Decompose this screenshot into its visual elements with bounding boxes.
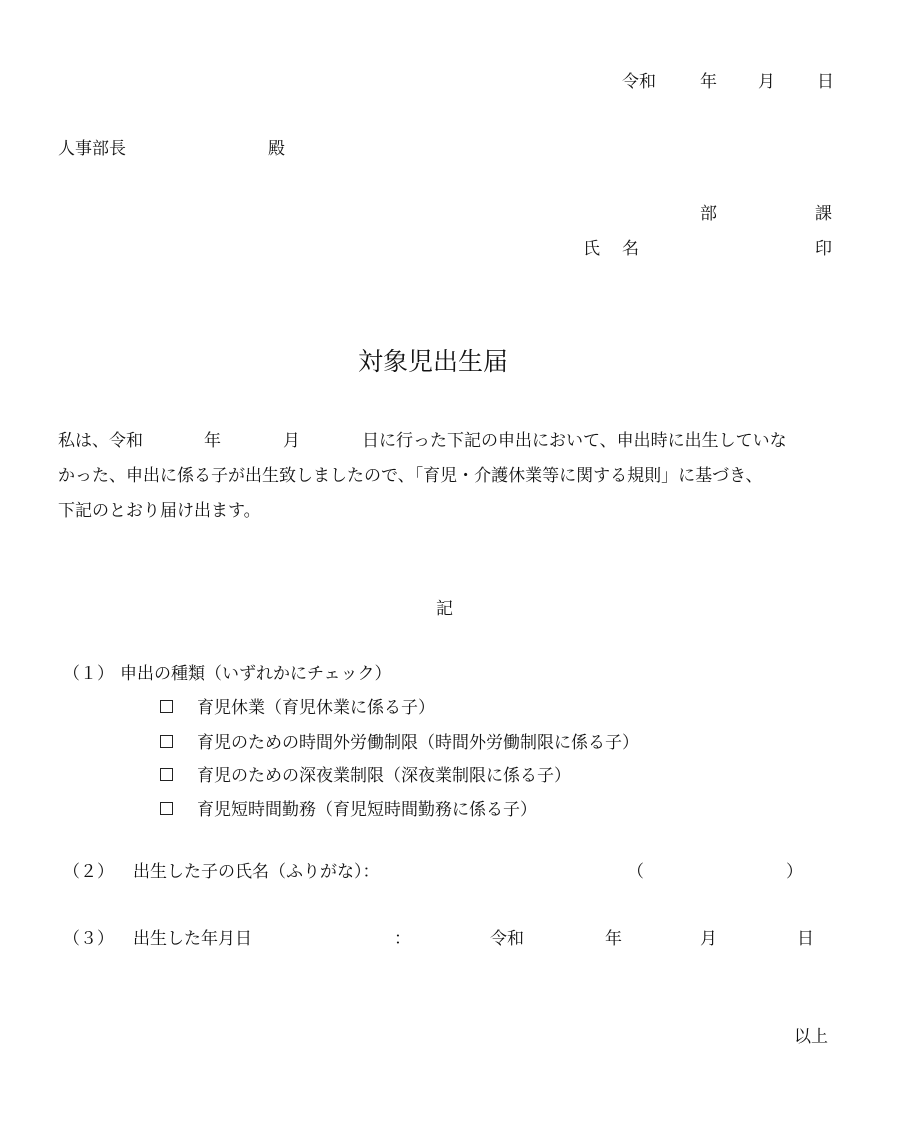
checkbox[interactable]: [160, 700, 173, 717]
item-3-era: 令和: [490, 929, 524, 949]
checkbox[interactable]: [160, 768, 173, 785]
body-line1-rest: 日に行った下記の申出において、申出時に出生していな: [362, 431, 787, 451]
date-year: 年: [700, 72, 717, 92]
item-1-label: 申出の種類（いずれかにチェック）: [120, 664, 392, 684]
body-line3: 下記のとおり届け出ます。: [58, 501, 261, 521]
item-3-colon: ：: [394, 929, 411, 949]
item-3-month: 月: [700, 929, 717, 949]
option-label: 育児のための深夜業制限（深夜業制限に係る子）: [197, 766, 571, 786]
body-line2: かった、申出に係る子が出生致しましたので、「育児・介護休業等に関する規則」に基づき、: [58, 466, 763, 486]
body-line1-month: 月: [283, 431, 300, 451]
body-line1-year: 年: [204, 431, 221, 451]
closing-ijou: 以上: [794, 1027, 828, 1047]
item-3-label: 出生した年月日: [133, 929, 252, 949]
item-3-day: 日: [797, 929, 814, 949]
item-2-label: 出生した子の氏名（ふりがな）：: [133, 862, 380, 882]
item-2-number: （２）: [63, 862, 114, 882]
checkbox[interactable]: [160, 802, 173, 819]
body-line1-prefix: 私は、令和: [58, 431, 143, 451]
seal-mark: 印: [815, 239, 832, 259]
document-title: 対象児出生届: [358, 347, 509, 376]
applicant-name-label-2: 名: [622, 239, 639, 259]
option-label: 育児短時間勤務（育児短時間勤務に係る子）: [197, 800, 537, 820]
item-3-year: 年: [605, 929, 622, 949]
honorific: 殿: [268, 139, 285, 159]
option-label: 育児休業（育児休業に係る子）: [197, 698, 435, 718]
ki-heading: 記: [436, 599, 453, 619]
checkbox[interactable]: [160, 735, 173, 752]
date-month: 月: [758, 72, 775, 92]
item-1-number: （１）: [63, 664, 114, 684]
furigana-paren-open: （: [627, 862, 644, 882]
item-3-number: （３）: [63, 929, 114, 949]
date-day: 日: [817, 72, 834, 92]
option-label: 育児のための時間外労働制限（時間外労働制限に係る子）: [197, 733, 639, 753]
applicant-dept: 部: [700, 204, 717, 224]
furigana-paren-close: ）: [786, 862, 803, 882]
addressee: 人事部長: [58, 139, 126, 159]
date-era: 令和: [622, 72, 656, 92]
applicant-section: 課: [815, 204, 832, 224]
applicant-name-label-1: 氏: [583, 239, 600, 259]
